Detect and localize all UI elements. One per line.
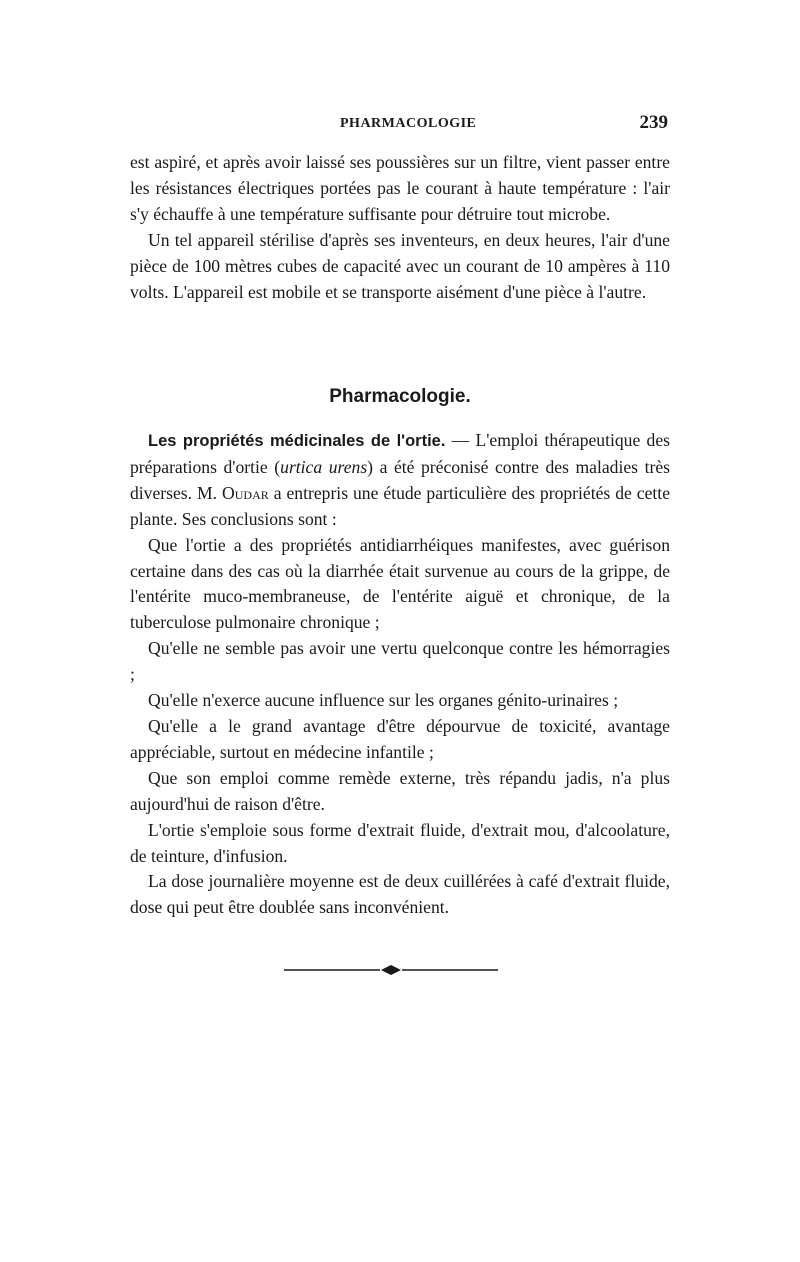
end-ornament-icon — [284, 963, 498, 977]
conclusion-item: Qu'elle a le grand avantage d'être dépourvue de toxicité, avantage appréciable, surtout en médecine infantile ; — [130, 715, 670, 762]
conclusion-item: Que l'ortie a des propriétés antidiarrhéiques manifestes, avec guérison certaine dans des cas où la diarrhée était survenue au cours de la grippe, de l'entérite muco-membraneuse, de l'entérite aiguë et chronique, de la tuberculose pulmonaire chronique ; — [130, 534, 670, 633]
intro-text: — L'emploi thérapeutique des préparations d'ortie ( — [130, 430, 670, 477]
article-title: Les propriétés médicinales de l'ortie. — [148, 432, 446, 450]
paragraph: L'ortie s'emploie sous forme d'extrait fluide, d'extrait mou, d'alcoolature, de teinture, d'infusion. — [130, 819, 670, 866]
paragraph: Un tel appareil stérilise d'après ses inventeurs, en deux heures, l'air d'une pièce de 100 mètres cubes de capacité avec un courant de 10 ampères à 110 volts. L'appareil est mobile et se transporte aisément d'une pièce à l'autre. — [130, 229, 670, 302]
running-head: PHARMACOLOGIE — [340, 116, 477, 131]
continued-text — [130, 150, 670, 305]
intro-text: ) a été préconisé contre des maladies très diverses. M. — [130, 456, 670, 503]
article-intro — [130, 428, 670, 533]
page-number: 239 — [639, 112, 668, 133]
author-name: Oudar — [222, 482, 269, 503]
section-heading: Pharmacologie. — [329, 386, 471, 407]
conclusion-item: Qu'elle ne semble pas avoir une vertu quelconque contre les hémorragies ; — [130, 638, 670, 685]
article-body — [130, 428, 670, 921]
conclusion-item: Qu'elle n'exerce aucune influence sur les organes génito-urinaires ; — [148, 690, 619, 711]
paragraph: est aspiré, et après avoir laissé ses poussières sur un filtre, vient passer entre les résistances électriques portées pas le courant à haute température : l'air s'y échauffe à une température suffisante pour détruire tout microbe. — [130, 152, 670, 224]
latin-name: urtica urens — [280, 456, 368, 477]
paragraph: La dose journalière moyenne est de deux cuillérées à café d'extrait fluide, dose qui peut être doublée sans inconvénient. — [130, 871, 670, 918]
conclusion-item: Que son emploi comme remède externe, très répandu jadis, n'a plus aujourd'hui de raison d'être. — [130, 767, 670, 814]
page-header — [130, 112, 670, 142]
intro-text: a entrepris une étude particulière des propriétés de cette plante. Ses conclusions sont : — [130, 482, 670, 529]
